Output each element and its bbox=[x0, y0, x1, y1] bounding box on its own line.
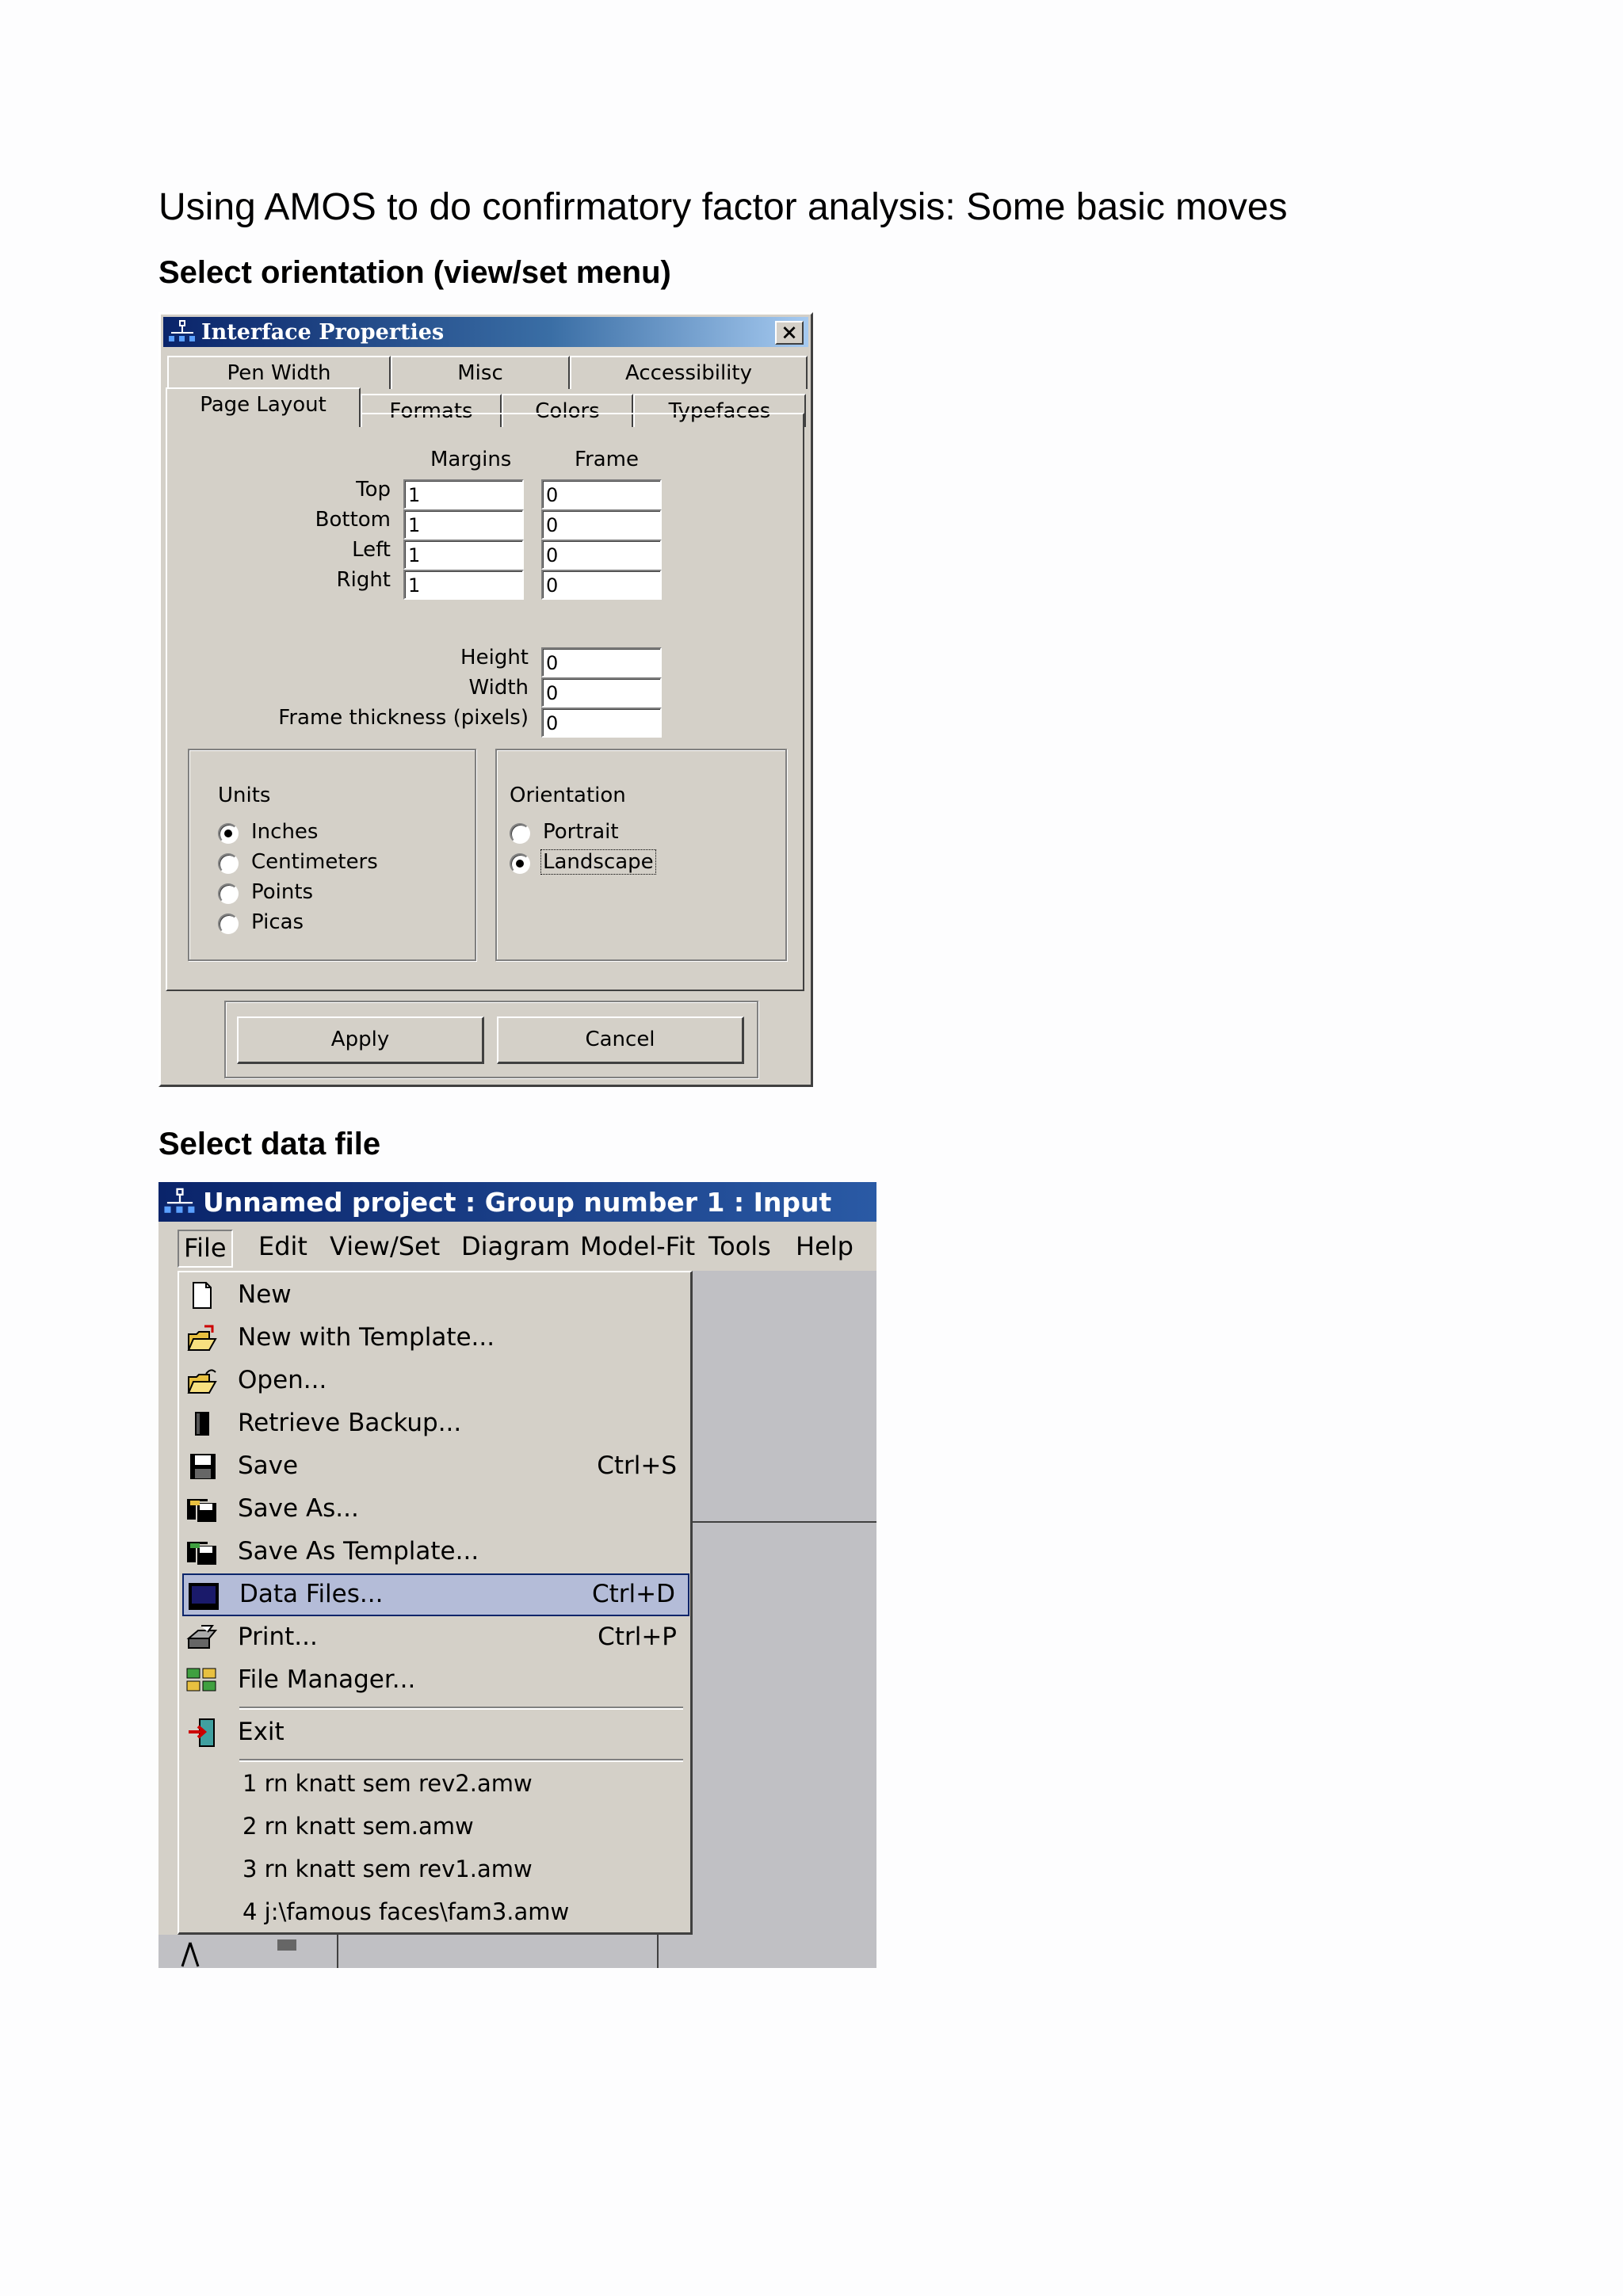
radio-portrait[interactable] bbox=[510, 823, 530, 844]
recent-file-3[interactable]: 3 rn knatt sem rev1.amw bbox=[242, 1855, 533, 1882]
frame-bottom-field[interactable]: 0 bbox=[541, 509, 662, 540]
file-manager-icon bbox=[185, 1665, 219, 1695]
tab-page-layout[interactable]: Page Layout bbox=[166, 387, 361, 427]
dialog-titlebar[interactable] bbox=[163, 317, 808, 347]
menu-item-retrieve-backup[interactable]: Retrieve Backup... bbox=[182, 1402, 689, 1445]
width-label: Width bbox=[468, 676, 529, 700]
app-title: Unnamed project : Group number 1 : Input bbox=[203, 1186, 832, 1218]
margins-header: Margins bbox=[430, 448, 512, 471]
menu-diagram[interactable]: Diagram bbox=[461, 1231, 571, 1261]
dialog-title: Interface Properties bbox=[201, 319, 445, 345]
apply-button[interactable]: Apply bbox=[237, 1016, 484, 1064]
section-heading-orientation: Select orientation (view/set menu) bbox=[158, 255, 671, 290]
radio-points[interactable] bbox=[218, 883, 239, 904]
units-title: Units bbox=[218, 784, 271, 807]
menu-item-save[interactable]: Save Ctrl+S bbox=[182, 1445, 689, 1488]
menu-bar bbox=[158, 1222, 876, 1271]
height-label: Height bbox=[460, 646, 529, 669]
menu-tools[interactable]: Tools bbox=[708, 1231, 771, 1261]
menu-item-exit[interactable]: Exit bbox=[182, 1711, 689, 1754]
recent-file-1[interactable]: 1 rn knatt sem rev2.amw bbox=[242, 1770, 533, 1797]
interface-properties-dialog bbox=[158, 312, 813, 1087]
save-icon bbox=[185, 1451, 219, 1482]
menu-separator bbox=[239, 1759, 683, 1762]
app-titlebar[interactable] bbox=[158, 1182, 876, 1222]
radio-landscape[interactable] bbox=[510, 853, 530, 874]
radio-inches[interactable] bbox=[218, 823, 239, 844]
tab-pen-width[interactable]: Pen Width bbox=[167, 356, 391, 389]
tab-accessibility[interactable]: Accessibility bbox=[570, 356, 808, 389]
orientation-title: Orientation bbox=[510, 784, 626, 807]
save-as-icon bbox=[185, 1494, 219, 1524]
margin-right-field[interactable]: 1 bbox=[403, 570, 524, 600]
data-files-icon bbox=[187, 1581, 220, 1611]
radio-label-landscape: Landscape bbox=[543, 850, 654, 874]
menu-item-new-with-template[interactable]: New with Template... bbox=[182, 1317, 689, 1360]
close-icon[interactable]: × bbox=[775, 321, 804, 345]
amos-app-window bbox=[158, 1182, 876, 1968]
cancel-button[interactable]: Cancel bbox=[497, 1016, 744, 1064]
print-icon bbox=[185, 1623, 219, 1653]
tab-colors[interactable]: Colors bbox=[502, 394, 633, 427]
frame-right-field[interactable]: 0 bbox=[541, 570, 662, 600]
menu-item-save-as-template[interactable]: Save As Template... bbox=[182, 1531, 689, 1573]
file-menu-dropdown bbox=[178, 1271, 693, 1935]
recent-file-2[interactable]: 2 rn knatt sem.amw bbox=[242, 1813, 474, 1840]
menu-view-set[interactable]: View/Set bbox=[330, 1231, 441, 1261]
document-title: Using AMOS to do confirmatory factor analysis: Some basic moves bbox=[158, 186, 1288, 228]
section-heading-data-file: Select data file bbox=[158, 1127, 381, 1161]
save-template-icon bbox=[185, 1537, 219, 1567]
row-label-right: Right bbox=[336, 568, 391, 592]
menu-item-new[interactable]: New bbox=[182, 1274, 689, 1317]
menu-separator bbox=[239, 1707, 683, 1710]
row-label-top: Top bbox=[356, 478, 391, 502]
menu-item-save-as[interactable]: Save As... bbox=[182, 1488, 689, 1531]
height-field[interactable]: 0 bbox=[541, 647, 662, 677]
open-template-icon bbox=[185, 1323, 219, 1353]
row-label-left: Left bbox=[352, 538, 391, 562]
radio-label-inches: Inches bbox=[251, 820, 319, 844]
menu-help[interactable]: Help bbox=[796, 1231, 854, 1261]
canvas-bottom bbox=[158, 1935, 876, 1968]
radio-label-centimeters: Centimeters bbox=[251, 850, 378, 874]
menu-item-open[interactable]: Open... bbox=[182, 1360, 689, 1402]
toolbar-strip bbox=[158, 1271, 178, 1968]
menu-item-data-files[interactable]: Data Files... Ctrl+D bbox=[182, 1573, 689, 1616]
frame-top-field[interactable]: 0 bbox=[541, 479, 662, 509]
menu-model-fit[interactable]: Model-Fit bbox=[580, 1231, 696, 1261]
amos-app-icon bbox=[162, 1186, 200, 1218]
width-field[interactable]: 0 bbox=[541, 677, 662, 707]
frame-left-field[interactable]: 0 bbox=[541, 540, 662, 570]
tab-formats[interactable]: Formats bbox=[361, 394, 502, 427]
diagram-line bbox=[691, 1521, 876, 1523]
menu-file[interactable]: File bbox=[178, 1230, 233, 1268]
margin-left-field[interactable]: 1 bbox=[403, 540, 524, 570]
tab-typefaces[interactable]: Typefaces bbox=[633, 394, 806, 427]
radio-label-points: Points bbox=[251, 880, 314, 904]
menu-item-print[interactable]: Print... Ctrl+P bbox=[182, 1616, 689, 1659]
radio-label-portrait: Portrait bbox=[543, 820, 619, 844]
recent-file-4[interactable]: 4 j:\famous faces\fam3.amw bbox=[242, 1898, 570, 1925]
menu-edit[interactable]: Edit bbox=[258, 1231, 307, 1261]
backup-icon bbox=[185, 1409, 219, 1439]
menu-item-file-manager[interactable]: File Manager... bbox=[182, 1659, 689, 1702]
radio-label-picas: Picas bbox=[251, 910, 304, 934]
radio-picas[interactable] bbox=[218, 913, 239, 934]
row-label-bottom: Bottom bbox=[315, 508, 391, 532]
open-folder-icon bbox=[185, 1366, 219, 1396]
radio-centimeters[interactable] bbox=[218, 853, 239, 874]
tab-misc[interactable]: Misc bbox=[391, 356, 570, 389]
new-document-icon bbox=[185, 1280, 219, 1310]
frame-header: Frame bbox=[575, 448, 640, 471]
frame-thickness-field[interactable]: 0 bbox=[541, 707, 662, 738]
frame-thickness-label: Frame thickness (pixels) bbox=[278, 706, 529, 730]
exit-icon bbox=[185, 1718, 219, 1748]
amos-app-icon bbox=[166, 318, 198, 345]
margin-bottom-field[interactable]: 1 bbox=[403, 509, 524, 540]
margin-top-field[interactable]: 1 bbox=[403, 479, 524, 509]
